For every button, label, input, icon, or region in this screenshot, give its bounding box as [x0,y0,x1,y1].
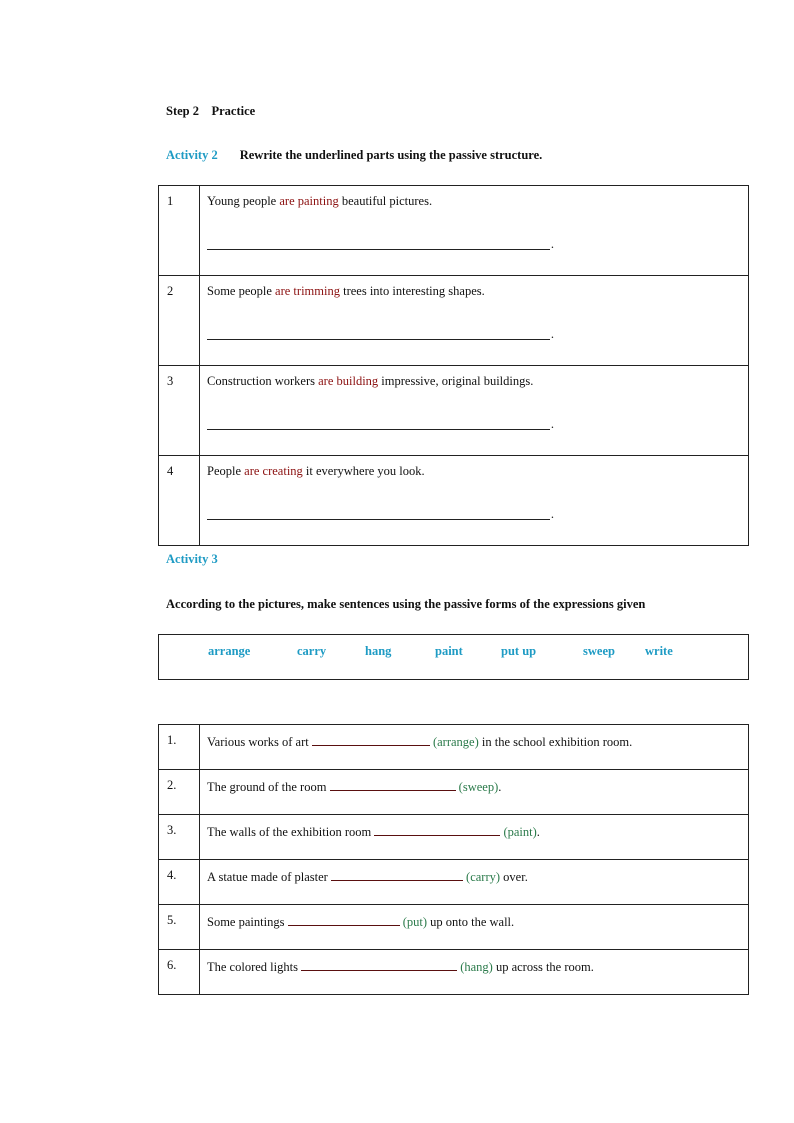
activity3-label: Activity 3 [166,552,218,566]
item-number: 3 [159,366,200,456]
answer-blank[interactable] [330,778,456,791]
sentence-start: Some people [207,284,276,298]
item-cell [200,276,749,366]
sentence-end: trees into interesting shapes. [339,284,485,298]
underlined-part: are trimming [275,284,340,298]
item-cell [200,366,749,456]
table-row [159,186,749,276]
word-bank [158,634,749,680]
item-number: 6. [159,950,200,995]
verb-hint: (sweep) [458,780,499,794]
activity2-table [158,185,749,546]
underlined-part: are creating [244,464,303,478]
word-put-up: put up [501,644,537,658]
table-row [159,770,749,815]
word-sweep: sweep [583,644,615,658]
item-number: 2 [159,276,200,366]
underlined-part: are painting [279,194,339,208]
sentence-end: beautiful pictures. [338,194,433,208]
activity3-instruction: According to the pictures, make sentences using the passive forms of the expressions given [166,597,646,611]
answer-blank[interactable] [312,733,430,746]
word-carry: carry [297,644,327,658]
table-row [159,725,749,770]
activity3-table [158,724,749,995]
sentence-start: A statue made of plaster [207,870,331,884]
item-cell [200,815,749,860]
item-cell [200,770,749,815]
item-cell [200,905,749,950]
activity2-heading [166,148,542,163]
answer-blank[interactable] [301,958,457,971]
table-row [159,860,749,905]
sentence-end: in the school exhibition room. [478,735,633,749]
item-number: 5. [159,905,200,950]
step-title: Practice [211,104,256,118]
activity2-instruction: Rewrite the underlined parts using the passive structure. [239,148,543,162]
sentence-start: Construction workers [207,374,319,388]
verb-hint: (put) [402,915,427,929]
sentence-end: up across the room. [492,960,594,974]
table-row [159,950,749,995]
table-row [159,276,749,366]
sentence-start: People [207,464,245,478]
sentence-start: The ground of the room [207,780,330,794]
item-cell [200,725,749,770]
item-cell [200,186,749,276]
sentence-start: The walls of the exhibition room [207,825,375,839]
verb-hint: (arrange) [432,735,479,749]
sentence-end: . [536,825,540,839]
sentence-end: it everywhere you look. [302,464,425,478]
answer-blank[interactable] [374,823,500,836]
answer-line[interactable] [207,235,550,250]
sentence-start: Some paintings [207,915,288,929]
word-hang: hang [365,644,392,658]
activity2-label: Activity 2 [166,148,218,162]
item-number: 4 [159,456,200,546]
item-number: 3. [159,815,200,860]
item-cell [200,950,749,995]
item-number: 1 [159,186,200,276]
answer-line[interactable] [207,505,550,520]
step-heading [166,104,255,119]
sentence-end: over. [500,870,528,884]
table-row [159,366,749,456]
sentence-end: impressive, original buildings. [378,374,534,388]
table-row [159,456,749,546]
answer-blank[interactable] [288,913,400,926]
word-write: write [645,644,673,658]
word-arrange: arrange [208,644,251,658]
item-cell [200,456,749,546]
table-row [159,815,749,860]
sentence-end: up onto the wall. [427,915,515,929]
step-label: Step 2 [166,104,199,118]
sentence-end: . [498,780,502,794]
item-number: 4. [159,860,200,905]
underlined-part: are building [318,374,379,388]
table-row [159,905,749,950]
sentence-start: Young people [207,194,280,208]
sentence-start: The colored lights [207,960,302,974]
answer-line[interactable] [207,415,550,430]
answer-line[interactable] [207,325,550,340]
verb-hint: (hang) [460,960,493,974]
word-paint: paint [435,644,463,658]
item-number: 1. [159,725,200,770]
item-number: 2. [159,770,200,815]
verb-hint: (paint) [503,825,537,839]
verb-hint: (carry) [466,870,501,884]
answer-blank[interactable] [331,868,463,881]
item-cell [200,860,749,905]
sentence-start: Various works of art [207,735,312,749]
